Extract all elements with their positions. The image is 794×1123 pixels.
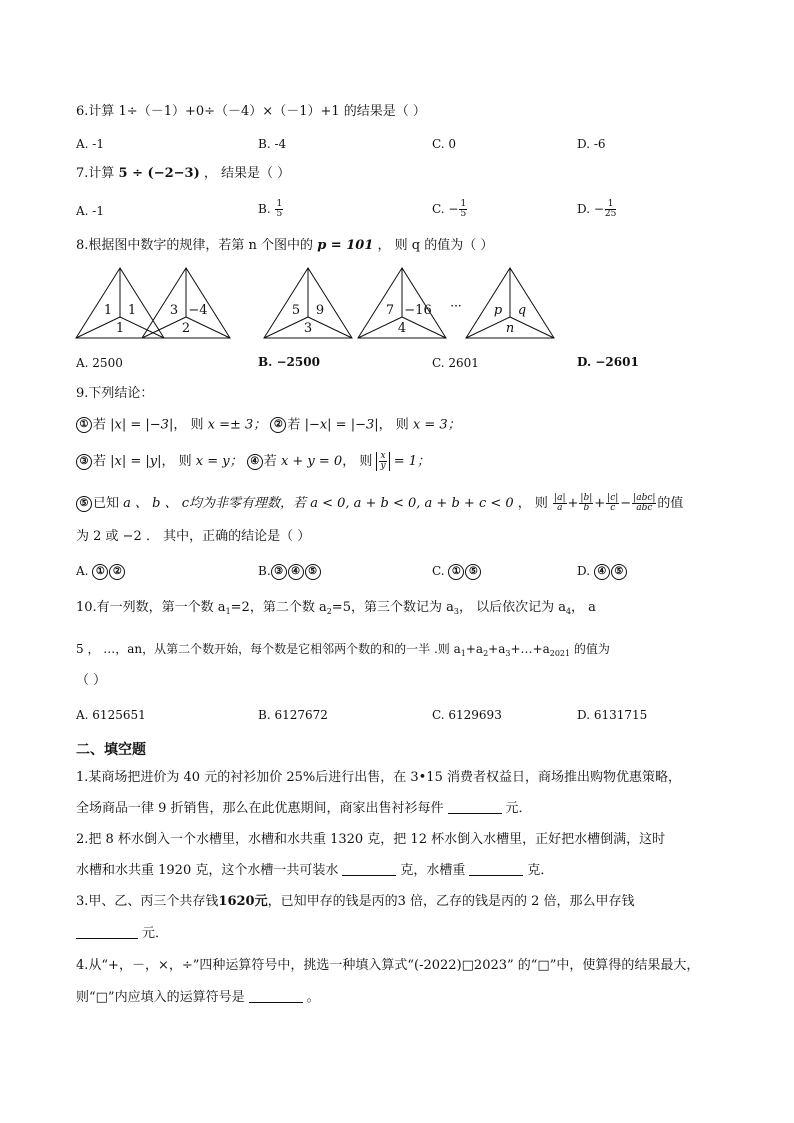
- t: 。: [306, 990, 320, 1005]
- q8-text-b: ， 则 q 的值为（ ）: [377, 238, 494, 253]
- triangle-figure: [76, 268, 164, 338]
- triangle-figure: [358, 268, 446, 338]
- mark: ⑤: [465, 564, 481, 580]
- triangle-left-number: 1: [103, 303, 113, 318]
- t: 3.甲、乙、丙三个共存钱: [76, 894, 219, 909]
- f2-line2: [76, 863, 553, 879]
- triangle-right-number: −16: [404, 303, 432, 318]
- sub: 3: [505, 649, 511, 658]
- q6-stem: 6.计算 1÷（－1）+0÷（－4）×（－1）+1 的结果是（ ）: [76, 104, 426, 119]
- q7-option-b-fraction: [275, 200, 283, 219]
- mark-5: ⑤: [76, 496, 92, 512]
- triangle-left-number: 5: [291, 303, 301, 318]
- s2-a: 若: [287, 417, 301, 433]
- mark: ②: [109, 564, 125, 580]
- q9-statement-5: ⑤ 已知 a 、 b 、 c均为非零有理数，若 a < 0, a + b < 0, a + b + c < 0 ， 则 $\frac{|a|}{a}$ + $\frac{|b|}{b}$ + $\frac{|c|}{c}$ − $\frac{\text{|abc|}}{\text{abc}}$ 的值: [76, 494, 683, 513]
- numerator: 1: [605, 200, 616, 210]
- answer-blank[interactable]: [249, 990, 303, 1003]
- q9-statement-5-end: 为 2 或 −2 ． 其中，正确的结论是（ ）: [76, 529, 311, 544]
- mark-1: ①: [76, 417, 92, 433]
- t: ， 以后依次记为 a: [458, 600, 566, 615]
- t: 的值为: [570, 642, 610, 656]
- q7-option-b-label: B.: [258, 202, 271, 216]
- q7-expression: 5 ÷ (−2−3): [118, 166, 200, 181]
- denominator: a: [557, 503, 563, 513]
- s1-eq: |x| = |−3|: [110, 417, 174, 433]
- t: 元．: [142, 926, 169, 941]
- mark: ①: [92, 564, 108, 580]
- s3-eq: |x| = |y|: [110, 454, 162, 469]
- s3-b: ， 则: [161, 454, 192, 469]
- numerator: x: [380, 451, 386, 461]
- t: +…+a: [510, 642, 550, 656]
- mark: ①: [448, 564, 464, 580]
- mark: ③: [271, 564, 287, 580]
- sub: 1: [225, 607, 231, 616]
- sub: 4: [565, 607, 572, 616]
- label: A.: [76, 564, 89, 578]
- ellipsis: ···: [450, 299, 462, 313]
- mark: ⑤: [305, 564, 321, 580]
- s4-b: ， 则: [342, 454, 373, 469]
- answer-blank[interactable]: [342, 863, 396, 876]
- triangle-left-number: 7: [385, 303, 395, 318]
- denominator: abc: [636, 503, 653, 513]
- t: +a: [465, 642, 484, 656]
- s3-res: x = y；: [195, 454, 243, 469]
- q8-text-a: 8.根据图中数字的规律，若第 n 个图中的: [76, 238, 314, 253]
- sub: 1: [460, 649, 466, 658]
- mark: ④: [594, 564, 610, 580]
- label: C.: [432, 564, 445, 578]
- triangle-figure: [466, 268, 554, 338]
- numerator: |a|: [554, 493, 566, 503]
- q7-option-d-label: D. −: [577, 202, 604, 216]
- q8-triangle-figures: [70, 264, 670, 344]
- q10-option-d: D. 6131715: [577, 708, 648, 722]
- q10-option-c: C. 6129693: [432, 708, 502, 722]
- q6-option-a: A. -1: [76, 137, 104, 151]
- frac-b: [579, 494, 593, 513]
- q9-statements-1-2: [76, 417, 461, 434]
- denominator: y: [380, 461, 386, 471]
- triangle-figure: [264, 268, 352, 338]
- triangle-bottom-number: n: [505, 321, 515, 336]
- mark: ④: [288, 564, 304, 580]
- frac-a: [553, 494, 566, 513]
- t: 元．: [505, 801, 532, 816]
- s5-b: a 、 b 、 c均为非零有理数，若: [123, 496, 307, 511]
- answer-blank[interactable]: [469, 863, 523, 876]
- f3-line1: [76, 894, 635, 910]
- f1-line2: [76, 801, 532, 817]
- q7-option-d-fraction: [605, 200, 616, 219]
- q7-option-c-label: C. −: [432, 202, 459, 216]
- q8-option-d: D. −2601: [577, 355, 639, 369]
- q7-option-c-fraction: [459, 200, 467, 219]
- q9-title: 9.下列结论：: [76, 386, 154, 401]
- t: +a: [488, 642, 506, 656]
- q9-option-c: [432, 563, 482, 580]
- t: 水槽和水共重 1920 克，这个水槽一共可装水: [76, 863, 339, 878]
- q9-option-b: [258, 563, 322, 580]
- q7-suffix: ， 结果是（ ）: [203, 166, 291, 181]
- answer-blank[interactable]: [76, 926, 138, 939]
- q9-option-d: [577, 563, 628, 580]
- triangle-bottom-number: 2: [181, 321, 191, 336]
- s1-res: x =± 3；: [207, 417, 267, 433]
- s2-res: x = 3；: [412, 417, 461, 433]
- s5-c: ， 则: [517, 496, 548, 511]
- sub: 3: [453, 607, 459, 616]
- s2-eq: |−x| = |−3|: [304, 417, 379, 433]
- t: 克．: [527, 863, 554, 878]
- denominator: 25: [604, 209, 617, 219]
- t: ， a: [571, 600, 596, 615]
- label: B.: [258, 564, 271, 578]
- s5-a: 已知: [93, 496, 120, 511]
- q7-option-c: [432, 200, 468, 219]
- q7-option-d: [577, 200, 617, 219]
- q9-option-a: [76, 563, 126, 580]
- s1-b: ， 则: [173, 417, 204, 433]
- t: 全场商品一律 9 折销售，那么在此优惠期间，商家出售衬衫每件: [76, 801, 444, 816]
- denominator: c: [610, 503, 616, 513]
- s3-a: 若: [93, 454, 107, 469]
- q7-option-b: [258, 200, 284, 219]
- numerator: 1: [460, 199, 467, 209]
- t: 5 ， …，an，从第二个数开始，每个数是它相邻两个数的和的一半 .则 a: [76, 642, 461, 656]
- numerator: |abc|: [633, 493, 656, 503]
- q7-stem: [76, 166, 290, 182]
- q10-line3: （ ）: [76, 673, 107, 688]
- s1-a: 若: [93, 417, 107, 433]
- triangle-right-number: q: [517, 303, 527, 318]
- t: 克，水槽重: [400, 863, 466, 878]
- q10-option-b: B. 6127672: [258, 708, 328, 722]
- sub: 2: [326, 607, 332, 616]
- q6-option-d: D. -6: [577, 137, 606, 151]
- q8-p-equation: p = 101: [317, 238, 374, 253]
- triangle-left-number: p: [493, 303, 503, 318]
- t: 10.有一列数，第一个数 a: [76, 600, 226, 615]
- triangle-left-number: 3: [169, 303, 179, 318]
- mark-3: ③: [76, 454, 92, 470]
- f4-line1: 4.从“+，－，×，÷”四种运算符号中，挑选一种填入算式“(-2022)□2023” 的“□”中，使算得的结果最大，: [76, 958, 700, 973]
- section-heading: 二、填空题: [76, 742, 146, 758]
- triangle-right-number: 9: [315, 303, 325, 318]
- q10-option-a: A. 6125651: [76, 708, 146, 722]
- triangle-bottom-number: 3: [303, 321, 313, 336]
- t: ，已知甲存的钱是丙的3 倍，乙存的钱是丙的 2 倍，那么甲存钱: [267, 894, 635, 909]
- denominator: 5: [460, 209, 467, 219]
- x-over-y: [379, 452, 386, 471]
- sub: 2: [483, 649, 489, 658]
- triangle-bottom-number: 4: [397, 321, 407, 336]
- s4-abs-fraction: [376, 452, 389, 471]
- mark: ⑤: [611, 564, 627, 580]
- q8-option-a: A. 2500: [76, 356, 123, 370]
- t: =5，第三个数记为 a: [331, 600, 454, 615]
- t: 则“□”内应填入的运算符号是: [76, 990, 245, 1005]
- frac-c: [606, 494, 619, 513]
- q8-option-c: C. 2601: [432, 356, 479, 370]
- denominator: 5: [276, 209, 283, 219]
- s4-res: = 1；: [393, 454, 430, 469]
- s4-a: 若: [263, 454, 277, 469]
- q10-line1: [76, 600, 596, 620]
- t: =2，第二个数 a: [230, 600, 327, 615]
- sub: 2021: [549, 649, 571, 658]
- q8-stem: [76, 238, 493, 254]
- q6-option-c: C. 0: [432, 137, 457, 151]
- numerator: |b|: [580, 493, 593, 503]
- f4-line2: [76, 990, 320, 1006]
- triangle-bottom-number: 1: [115, 321, 125, 336]
- f2-line1: 2.把 8 杯水倒入一个水槽里，水槽和水共重 1320 克，把 12 杯水倒入水槽里，正好把水槽倒满，这时: [76, 832, 666, 847]
- mark-2: ②: [270, 417, 286, 433]
- amount: 1620元: [218, 894, 268, 909]
- q10-line2: [76, 641, 610, 662]
- q7-option-a: A. -1: [76, 204, 104, 218]
- s4-eq: x + y = 0: [280, 454, 343, 469]
- label: D.: [577, 564, 591, 578]
- f3-line2: [76, 926, 168, 942]
- f1-line1: 1.某商场把进价为 40 元的衬衫加价 25%后进行出售，在 3•15 消费者权益日，商场推出购物优惠策略，: [76, 770, 681, 785]
- s5-cond: a < 0, a + b < 0, a + b + c < 0: [310, 496, 514, 511]
- q9-statements-3-4: [76, 452, 430, 471]
- numerator: 1: [276, 199, 283, 209]
- q7-prefix: 7.计算: [76, 166, 115, 181]
- frac-abc: [632, 494, 656, 513]
- mark-4: ④: [247, 454, 263, 470]
- triangle-right-number: −4: [188, 303, 208, 318]
- s2-b: ， 则: [378, 417, 409, 433]
- s5-d: 的值: [657, 496, 684, 511]
- triangle-right-number: 1: [127, 303, 137, 318]
- denominator: b: [583, 503, 590, 513]
- q8-option-b: B. −2500: [258, 355, 320, 369]
- numerator: |c|: [607, 493, 619, 503]
- q6-option-b: B. -4: [258, 137, 287, 151]
- triangle-figure: [142, 268, 230, 338]
- answer-blank[interactable]: [448, 801, 502, 814]
